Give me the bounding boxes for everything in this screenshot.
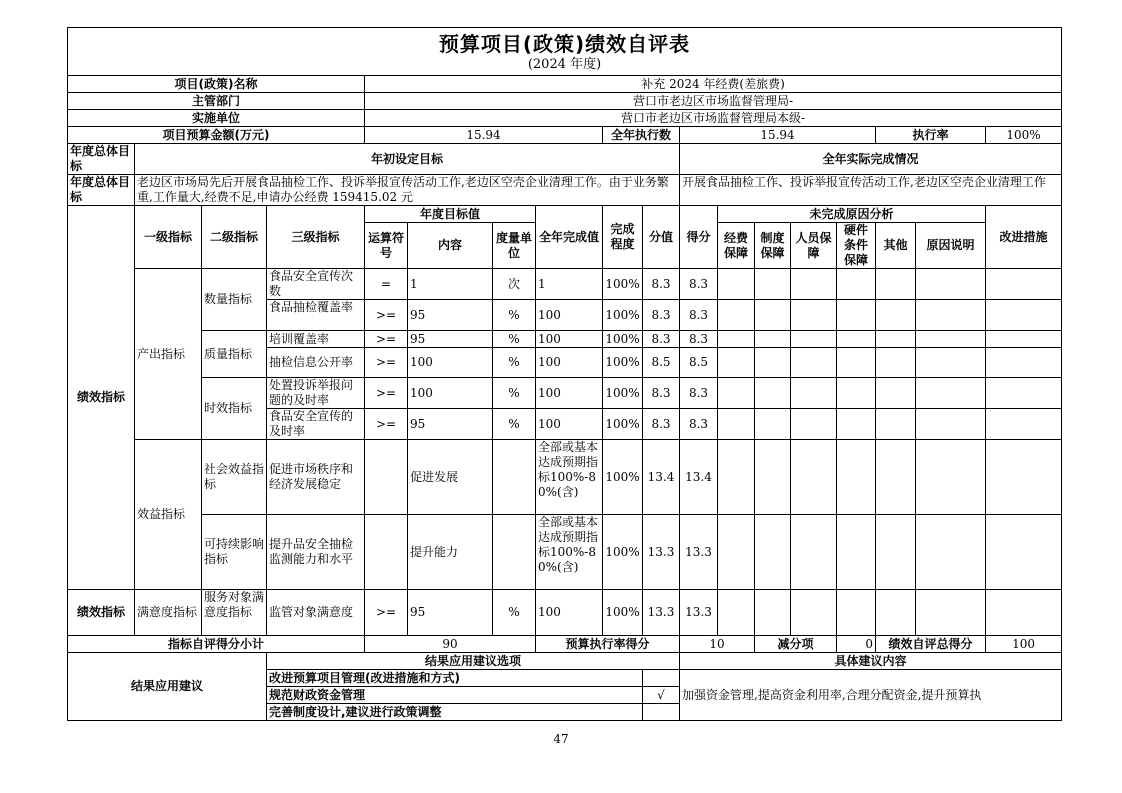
header-level3: 三级指标 — [267, 206, 365, 269]
row-degree: 100% — [603, 409, 643, 440]
cell-empty — [876, 590, 916, 636]
cell-empty — [791, 378, 837, 409]
cell-empty — [986, 378, 1062, 409]
row-l3: 抽检信息公开率 — [267, 348, 365, 378]
cell-empty — [791, 348, 837, 378]
cell-empty — [837, 409, 876, 440]
cell-empty — [837, 331, 876, 348]
perf-indicators-label: 绩效指标 — [68, 206, 135, 590]
actual-goal-text-content: 开展食品抽检工作、投诉举报宣传活动工作,老边区空壳企业清理工作 — [682, 175, 1046, 189]
header-funding: 经费保障 — [718, 223, 755, 269]
row-content: 提升能力 — [408, 515, 493, 590]
dept-value: 营口市老边区市场监督管理局- — [365, 93, 1062, 110]
row-l3 — [267, 269, 365, 300]
unit-label: 实施单位 — [68, 110, 365, 127]
header-unit: 度量单位 — [493, 223, 536, 269]
budget-score-label: 预算执行率得分 — [536, 636, 680, 653]
row-content: 100 — [408, 348, 493, 378]
cell-empty — [916, 440, 986, 515]
cell-empty — [986, 331, 1062, 348]
cell-empty — [791, 331, 837, 348]
cell-empty — [876, 331, 916, 348]
cell-empty — [916, 409, 986, 440]
row-l3: 培训覆盖率 — [267, 331, 365, 348]
group-quality: 质量指标 — [202, 331, 267, 378]
header-reason: 原因说明 — [916, 223, 986, 269]
header-score-value: 分值 — [643, 206, 680, 269]
row-op: >= — [365, 331, 408, 348]
group-timeliness: 时效指标 — [202, 378, 267, 440]
result-option-check — [643, 670, 680, 687]
row-op — [365, 515, 408, 590]
row-score-value: 13.3 — [643, 515, 680, 590]
table-row — [68, 515, 1062, 590]
budget-label: 项目预算金额(万元) — [68, 127, 365, 144]
row-op — [365, 440, 408, 515]
cell-empty — [718, 269, 755, 300]
row-unit: % — [493, 300, 536, 331]
dept-label: 主管部门 — [68, 93, 365, 110]
group-sustain: 可持续影响指标 — [202, 515, 267, 590]
row-content: 促进发展 — [408, 440, 493, 515]
results-label: 结果应用建议 — [68, 653, 267, 721]
cell-empty — [876, 515, 916, 590]
row-score: 8.5 — [680, 348, 718, 378]
row-unit: % — [493, 378, 536, 409]
cell-empty — [755, 590, 791, 636]
cell-empty — [837, 590, 876, 636]
cell-empty — [718, 515, 755, 590]
row-score-value: 8.3 — [643, 331, 680, 348]
results-detail-header: 具体建议内容 — [680, 653, 1062, 670]
row-score: 8.3 — [680, 378, 718, 409]
row-unit: % — [493, 590, 536, 636]
cell-empty — [986, 440, 1062, 515]
header-completion-degree: 完成程度 — [603, 206, 643, 269]
budget-value: 15.94 — [365, 127, 603, 144]
cell-empty — [755, 331, 791, 348]
cell-empty — [791, 440, 837, 515]
unit-value: 营口市老边区市场监督管理局本级- — [365, 110, 1062, 127]
cell-empty — [791, 409, 837, 440]
perf-indicators-label-2: 绩效指标 — [68, 590, 135, 636]
row-done: 1 — [536, 269, 603, 300]
cell-empty — [791, 515, 837, 590]
cell-empty — [876, 378, 916, 409]
row-unit — [493, 440, 536, 515]
overall-goal-label — [68, 144, 135, 175]
row-l3: 提升品安全抽检监测能力和水平 — [267, 515, 365, 590]
cell-empty — [986, 348, 1062, 378]
cell-empty — [916, 269, 986, 300]
cell-empty — [837, 300, 876, 331]
cell-empty — [791, 300, 837, 331]
group-satisfaction: 满意度指标 — [135, 590, 202, 636]
cell-empty — [718, 440, 755, 515]
overall-goal-label-2 — [68, 175, 135, 206]
exec-label: 全年执行数 — [603, 127, 680, 144]
row-degree: 100% — [603, 378, 643, 409]
header-other: 其他 — [876, 223, 916, 269]
header-unfinished: 未完成原因分析 — [718, 206, 986, 223]
row-score-value: 8.3 — [643, 300, 680, 331]
row-score: 13.3 — [680, 590, 718, 636]
row-degree: 100% — [603, 331, 643, 348]
cell-empty — [837, 348, 876, 378]
cell-empty — [876, 300, 916, 331]
row-op: >= — [365, 300, 408, 331]
cell-empty — [986, 300, 1062, 331]
header-annual-target: 年度目标值 — [365, 206, 536, 223]
evaluation-table — [67, 27, 1062, 721]
actual-goal-header: 全年实际完成情况 — [680, 144, 1062, 175]
initial-goal-text-content: 老边区市场局先后开展食品抽检工作、投诉举报宣传活动工作,老边区空壳企业清理工作。由于业务繁重,工作量大,经费不足,申请办公经费 159415.02 元 — [137, 175, 669, 204]
cell-empty — [718, 300, 755, 331]
row-content: 95 — [408, 300, 493, 331]
row-score: 13.4 — [680, 440, 718, 515]
table-row — [68, 590, 1062, 636]
cell-empty — [755, 409, 791, 440]
row-done-text: 全部或基本达成预期指标100%-80%(含) — [538, 440, 599, 499]
result-option-check: √ — [643, 687, 680, 704]
initial-goal-header: 年初设定目标 — [135, 144, 680, 175]
overall-goal-label-text: 年度总体目标 — [70, 144, 131, 173]
cell-empty — [916, 348, 986, 378]
subtotal-label: 指标自评得分小计 — [68, 636, 365, 653]
cell-empty — [755, 300, 791, 331]
result-detail-cell — [680, 670, 1062, 721]
row-degree: 100% — [603, 300, 643, 331]
result-detail-text: 加强资金管理,提高资金利用率,合理分配资金,提升预算执 — [682, 687, 982, 702]
cell-empty — [916, 590, 986, 636]
row-op: = — [365, 269, 408, 300]
row-l3 — [267, 409, 365, 440]
cell-empty — [718, 409, 755, 440]
row-op: >= — [365, 348, 408, 378]
cell-empty — [718, 378, 755, 409]
group-output: 产出指标 — [135, 269, 202, 440]
result-option-text: 规范财政资金管理 — [267, 687, 643, 704]
deduct-value: 0 — [837, 636, 876, 653]
exec-value: 15.94 — [680, 127, 876, 144]
row-done: 100 — [536, 300, 603, 331]
header-hardware — [837, 223, 876, 269]
cell-empty — [755, 348, 791, 378]
cell-empty — [876, 440, 916, 515]
actual-goal-text — [680, 175, 1062, 206]
row-score-value: 13.4 — [643, 440, 680, 515]
overall-goal-label-2-text: 年度总体目标 — [70, 175, 131, 204]
row-done-text: 全部或基本达成预期指标100%-80%(含) — [538, 515, 599, 574]
table-row — [68, 440, 1062, 515]
cell-empty — [718, 590, 755, 636]
row-degree: 100% — [603, 590, 643, 636]
table-row — [68, 269, 1062, 300]
row-score: 8.3 — [680, 269, 718, 300]
evaluation-sheet — [67, 27, 1055, 721]
row-unit: 次 — [493, 269, 536, 300]
page-number: 47 — [553, 732, 569, 746]
row-score-value: 8.3 — [643, 409, 680, 440]
cell-empty — [791, 590, 837, 636]
cell-empty — [876, 348, 916, 378]
row-done: 100 — [536, 378, 603, 409]
row-l2 — [202, 590, 267, 636]
cell-empty — [837, 515, 876, 590]
cell-empty — [986, 515, 1062, 590]
row-degree: 100% — [603, 269, 643, 300]
cell-empty — [755, 269, 791, 300]
row-l3 — [267, 300, 365, 331]
row-content: 95 — [408, 331, 493, 348]
row-done: 100 — [536, 409, 603, 440]
budget-score-value: 10 — [680, 636, 755, 653]
table-row — [68, 378, 1062, 409]
header-content: 内容 — [408, 223, 493, 269]
total-label: 绩效自评总得分 — [876, 636, 986, 653]
results-options-header: 结果应用建议选项 — [267, 653, 680, 670]
rate-value: 100% — [986, 127, 1062, 144]
cell-empty — [718, 331, 755, 348]
cell-empty — [916, 378, 986, 409]
row-degree: 100% — [603, 348, 643, 378]
row-score: 8.3 — [680, 409, 718, 440]
row-done — [536, 515, 603, 590]
header-personnel: 人员保障 — [791, 223, 837, 269]
table-row — [68, 331, 1062, 348]
initial-goal-text — [135, 175, 680, 206]
row-score-value: 13.3 — [643, 590, 680, 636]
row-l3-text: 处置投诉举报问题的及时率 — [269, 378, 354, 407]
cell-empty — [916, 331, 986, 348]
cell-empty — [837, 440, 876, 515]
cell-empty — [916, 300, 986, 331]
cell-empty — [837, 378, 876, 409]
row-score-value: 8.5 — [643, 348, 680, 378]
result-option-text: 完善制度设计,建议进行政策调整 — [267, 704, 643, 721]
row-unit: % — [493, 331, 536, 348]
row-done: 100 — [536, 590, 603, 636]
row-op: >= — [365, 409, 408, 440]
cell-empty — [755, 515, 791, 590]
cell-empty — [986, 590, 1062, 636]
header-completion-value: 全年完成值 — [536, 206, 603, 269]
result-option-text: 改进预算项目管理(改进措施和方式) — [267, 670, 643, 687]
cell-empty — [755, 440, 791, 515]
cell-empty — [755, 378, 791, 409]
header-level1: 一级指标 — [135, 206, 202, 269]
row-done: 100 — [536, 348, 603, 378]
project-name-label: 项目(政策)名称 — [68, 76, 365, 93]
title-cell — [68, 28, 1062, 76]
header-level2: 二级指标 — [202, 206, 267, 269]
cell-empty — [837, 269, 876, 300]
row-score: 8.3 — [680, 300, 718, 331]
row-score: 8.3 — [680, 331, 718, 348]
page-title: 预算项目(政策)绩效自评表 — [438, 31, 691, 56]
row-l2-text: 服务对象满意度指标 — [204, 590, 264, 619]
subtotal-value: 90 — [365, 636, 536, 653]
row-degree: 100% — [603, 515, 643, 590]
cell-empty — [986, 409, 1062, 440]
row-l3: 监管对象满意度 — [267, 590, 365, 636]
row-unit — [493, 515, 536, 590]
row-degree: 100% — [603, 440, 643, 515]
header-score: 得分 — [680, 206, 718, 269]
row-done: 100 — [536, 331, 603, 348]
header-system: 制度保障 — [755, 223, 791, 269]
row-l3-text: 食品安全宣传次数 — [269, 269, 354, 298]
row-l3: 促进市场秩序和经济发展稳定 — [267, 440, 365, 515]
row-score-value: 8.3 — [643, 269, 680, 300]
total-value: 100 — [986, 636, 1062, 653]
row-done — [536, 440, 603, 515]
cell-empty — [876, 269, 916, 300]
row-l3 — [267, 378, 365, 409]
row-op: >= — [365, 378, 408, 409]
cell-empty — [718, 348, 755, 378]
row-content: 95 — [408, 590, 493, 636]
cell-empty — [876, 409, 916, 440]
row-content: 95 — [408, 409, 493, 440]
row-op: >= — [365, 590, 408, 636]
deduct-label: 减分项 — [755, 636, 837, 653]
row-content: 1 — [408, 269, 493, 300]
cell-empty — [916, 515, 986, 590]
page-subtitle: (2024 年度) — [527, 56, 602, 72]
result-option-check — [643, 704, 680, 721]
row-score-value: 8.3 — [643, 378, 680, 409]
row-l3-text: 食品安全宣传的及时率 — [269, 409, 354, 438]
rate-label: 执行率 — [876, 127, 986, 144]
row-score: 13.3 — [680, 515, 718, 590]
group-social: 社会效益指标 — [202, 440, 267, 515]
row-unit: % — [493, 409, 536, 440]
header-hardware-text: 硬件条件保障 — [843, 223, 868, 267]
row-content: 100 — [408, 378, 493, 409]
group-quantity: 数量指标 — [202, 269, 267, 331]
project-name-value: 补充 2024 年经费(差旅费) — [365, 76, 1062, 93]
header-improve: 改进措施 — [986, 206, 1062, 269]
group-benefit: 效益指标 — [135, 440, 202, 590]
row-l3-text: 食品抽检覆盖率 — [269, 300, 354, 314]
row-unit: % — [493, 348, 536, 378]
cell-empty — [791, 269, 837, 300]
header-operator: 运算符号 — [365, 223, 408, 269]
cell-empty — [986, 269, 1062, 300]
